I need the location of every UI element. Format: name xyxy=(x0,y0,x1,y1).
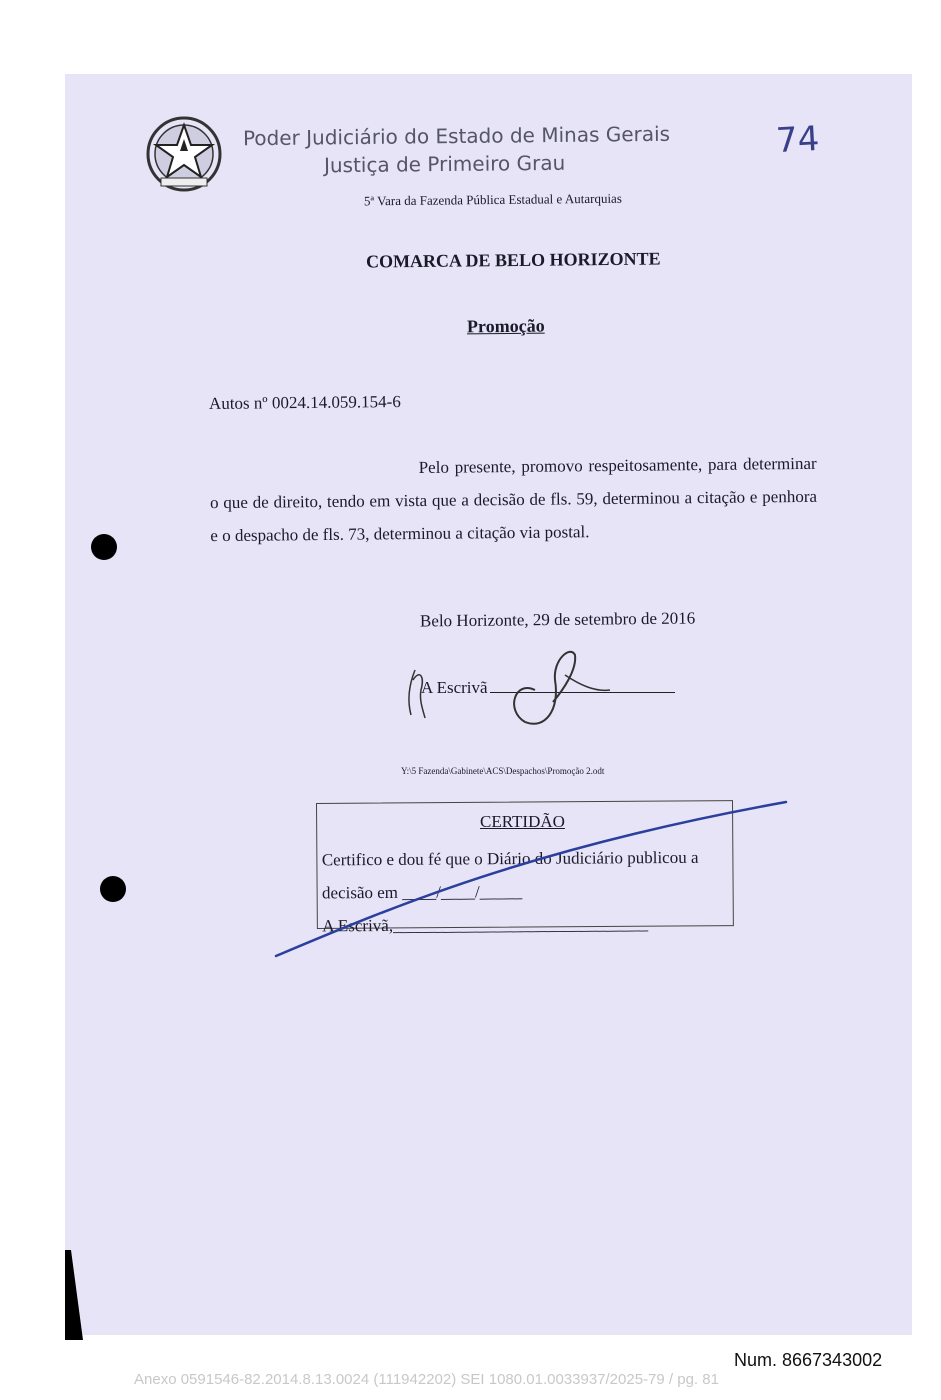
case-number: Autos nº 0024.14.059.154-6 xyxy=(208,391,401,414)
file-path: Y:\5 Fazenda\Gabinete\ACS\Despachos\Promoção 2.odt xyxy=(401,766,605,776)
certidao-line-3: A Escrivã,______________________________ xyxy=(322,914,649,936)
coat-of-arms-seal-icon xyxy=(145,115,223,193)
certidao-line-1: Certifico e dou fé que o Diário do Judiciário publicou a xyxy=(321,847,699,870)
scan-margin-shadow xyxy=(65,1250,85,1340)
certidao-line-2: decisão em ____/____/_____ xyxy=(321,882,523,903)
punch-hole xyxy=(91,534,117,560)
court-name: 5ª Vara da Fazenda Pública Estadual e Autarquias xyxy=(363,190,622,209)
header-instance: Justiça de Primeiro Grau xyxy=(323,150,566,178)
body-paragraph xyxy=(209,447,817,552)
header-institution: Poder Judiciário do Estado de Minas Gerais xyxy=(242,121,671,151)
comarca-heading: COMARCA DE BELO HORIZONTE xyxy=(365,248,661,272)
punch-hole xyxy=(100,876,126,902)
date-line: Belo Horizonte, 29 de setembro de 2016 xyxy=(419,608,696,631)
blue-pen-strikethrough xyxy=(270,798,790,962)
handwritten-page-number: 74 xyxy=(774,118,821,162)
signature-label: A Escrivã xyxy=(421,678,488,697)
handwritten-signature xyxy=(395,640,625,730)
certidao-title: CERTIDÃO xyxy=(480,812,565,831)
body-text: Pelo presente, promovo respeitosamente, para determinar o que de direito, tendo em vista que a decisão de fls. 59, determinou a citação e penhora e o despacho de fls. 73, determinou a citação via postal. xyxy=(209,453,818,546)
annex-footer: Anexo 0591546-82.2014.8.13.0024 (111942202) SEI 1080.01.0033937/2025-79 / pg. 81 xyxy=(134,1371,719,1388)
document-number: Num. 8667343002 xyxy=(734,1350,883,1370)
document-title: Promoção xyxy=(466,315,545,337)
